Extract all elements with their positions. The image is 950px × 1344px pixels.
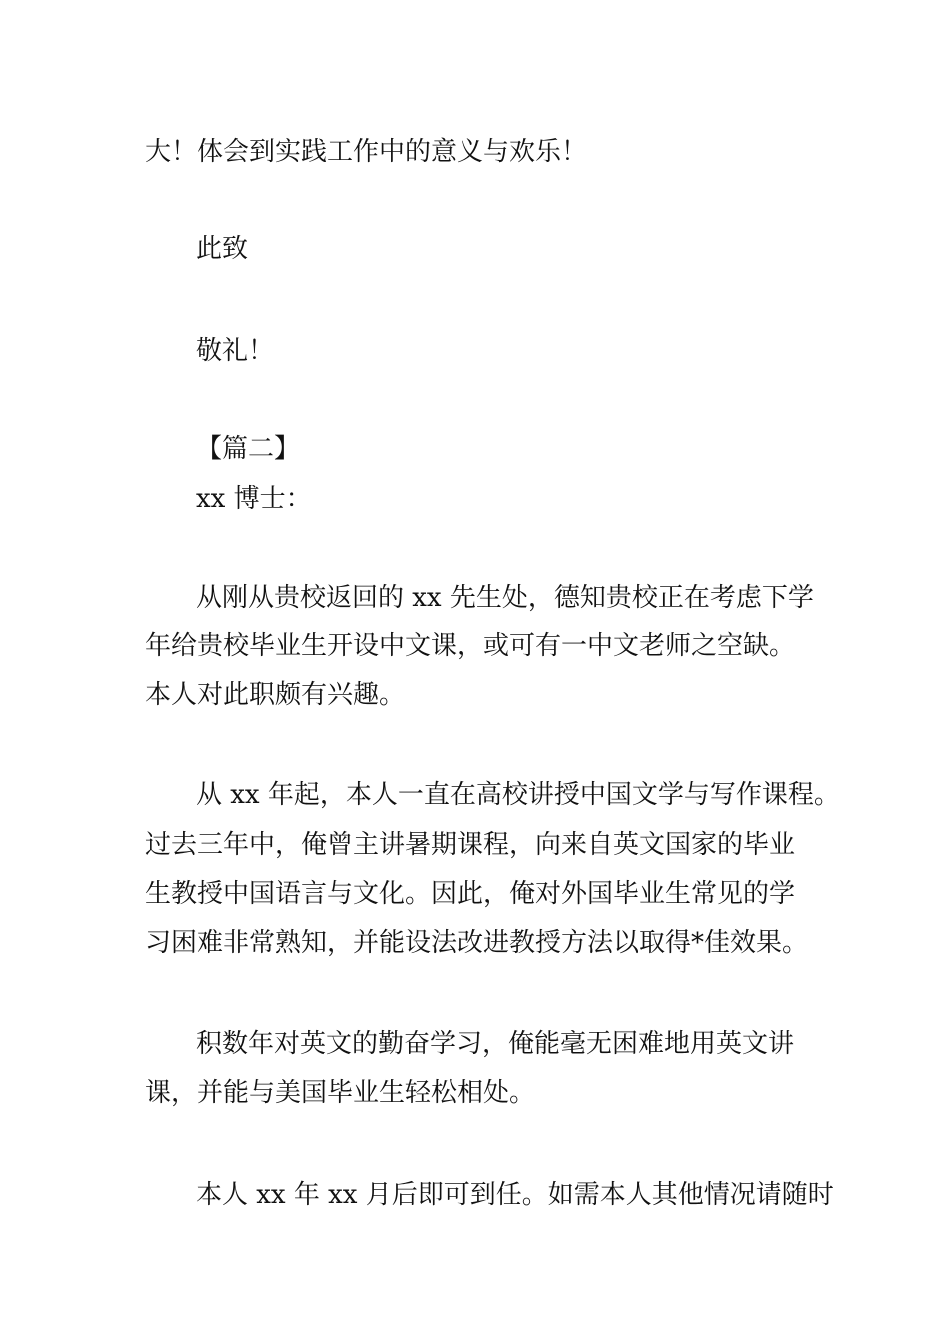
paragraph-line: 本人对此职颇有兴趣。 — [145, 680, 406, 710]
paragraph-line: 本人 xx 年 xx 月后即可到任。如需本人其他情况请随时 — [196, 1180, 834, 1210]
section-heading: 【篇二】 — [196, 434, 301, 464]
paragraph-line: 从刚从贵校返回的 xx 先生处，德知贵校正在考虑下学 — [196, 583, 814, 613]
closing-regards: 敬礼！ — [196, 336, 275, 366]
letter-greeting: xx 博士： — [196, 484, 312, 514]
text-line: 大！体会到实践工作中的意义与欢乐！ — [145, 137, 588, 167]
paragraph-line: 年给贵校毕业生开设中文课，或可有一中文老师之空缺。 — [145, 631, 796, 661]
paragraph-line: 过去三年中，俺曾主讲暑期课程，向来自英文国家的毕业 — [145, 830, 796, 860]
paragraph-line: 从 xx 年起，本人一直在高校讲授中国文学与写作课程。 — [196, 780, 840, 810]
closing-salutation: 此致 — [196, 234, 249, 264]
paragraph-line: 生教授中国语言与文化。因此，俺对外国毕业生常见的学 — [145, 879, 796, 909]
paragraph-line: 习困难非常熟知，并能设法改进教授方法以取得*佳效果。 — [145, 928, 809, 958]
paragraph-line: 课，并能与美国毕业生轻松相处。 — [145, 1078, 536, 1108]
paragraph-line: 积数年对英文的勤奋学习，俺能毫无困难地用英文讲 — [196, 1029, 795, 1059]
